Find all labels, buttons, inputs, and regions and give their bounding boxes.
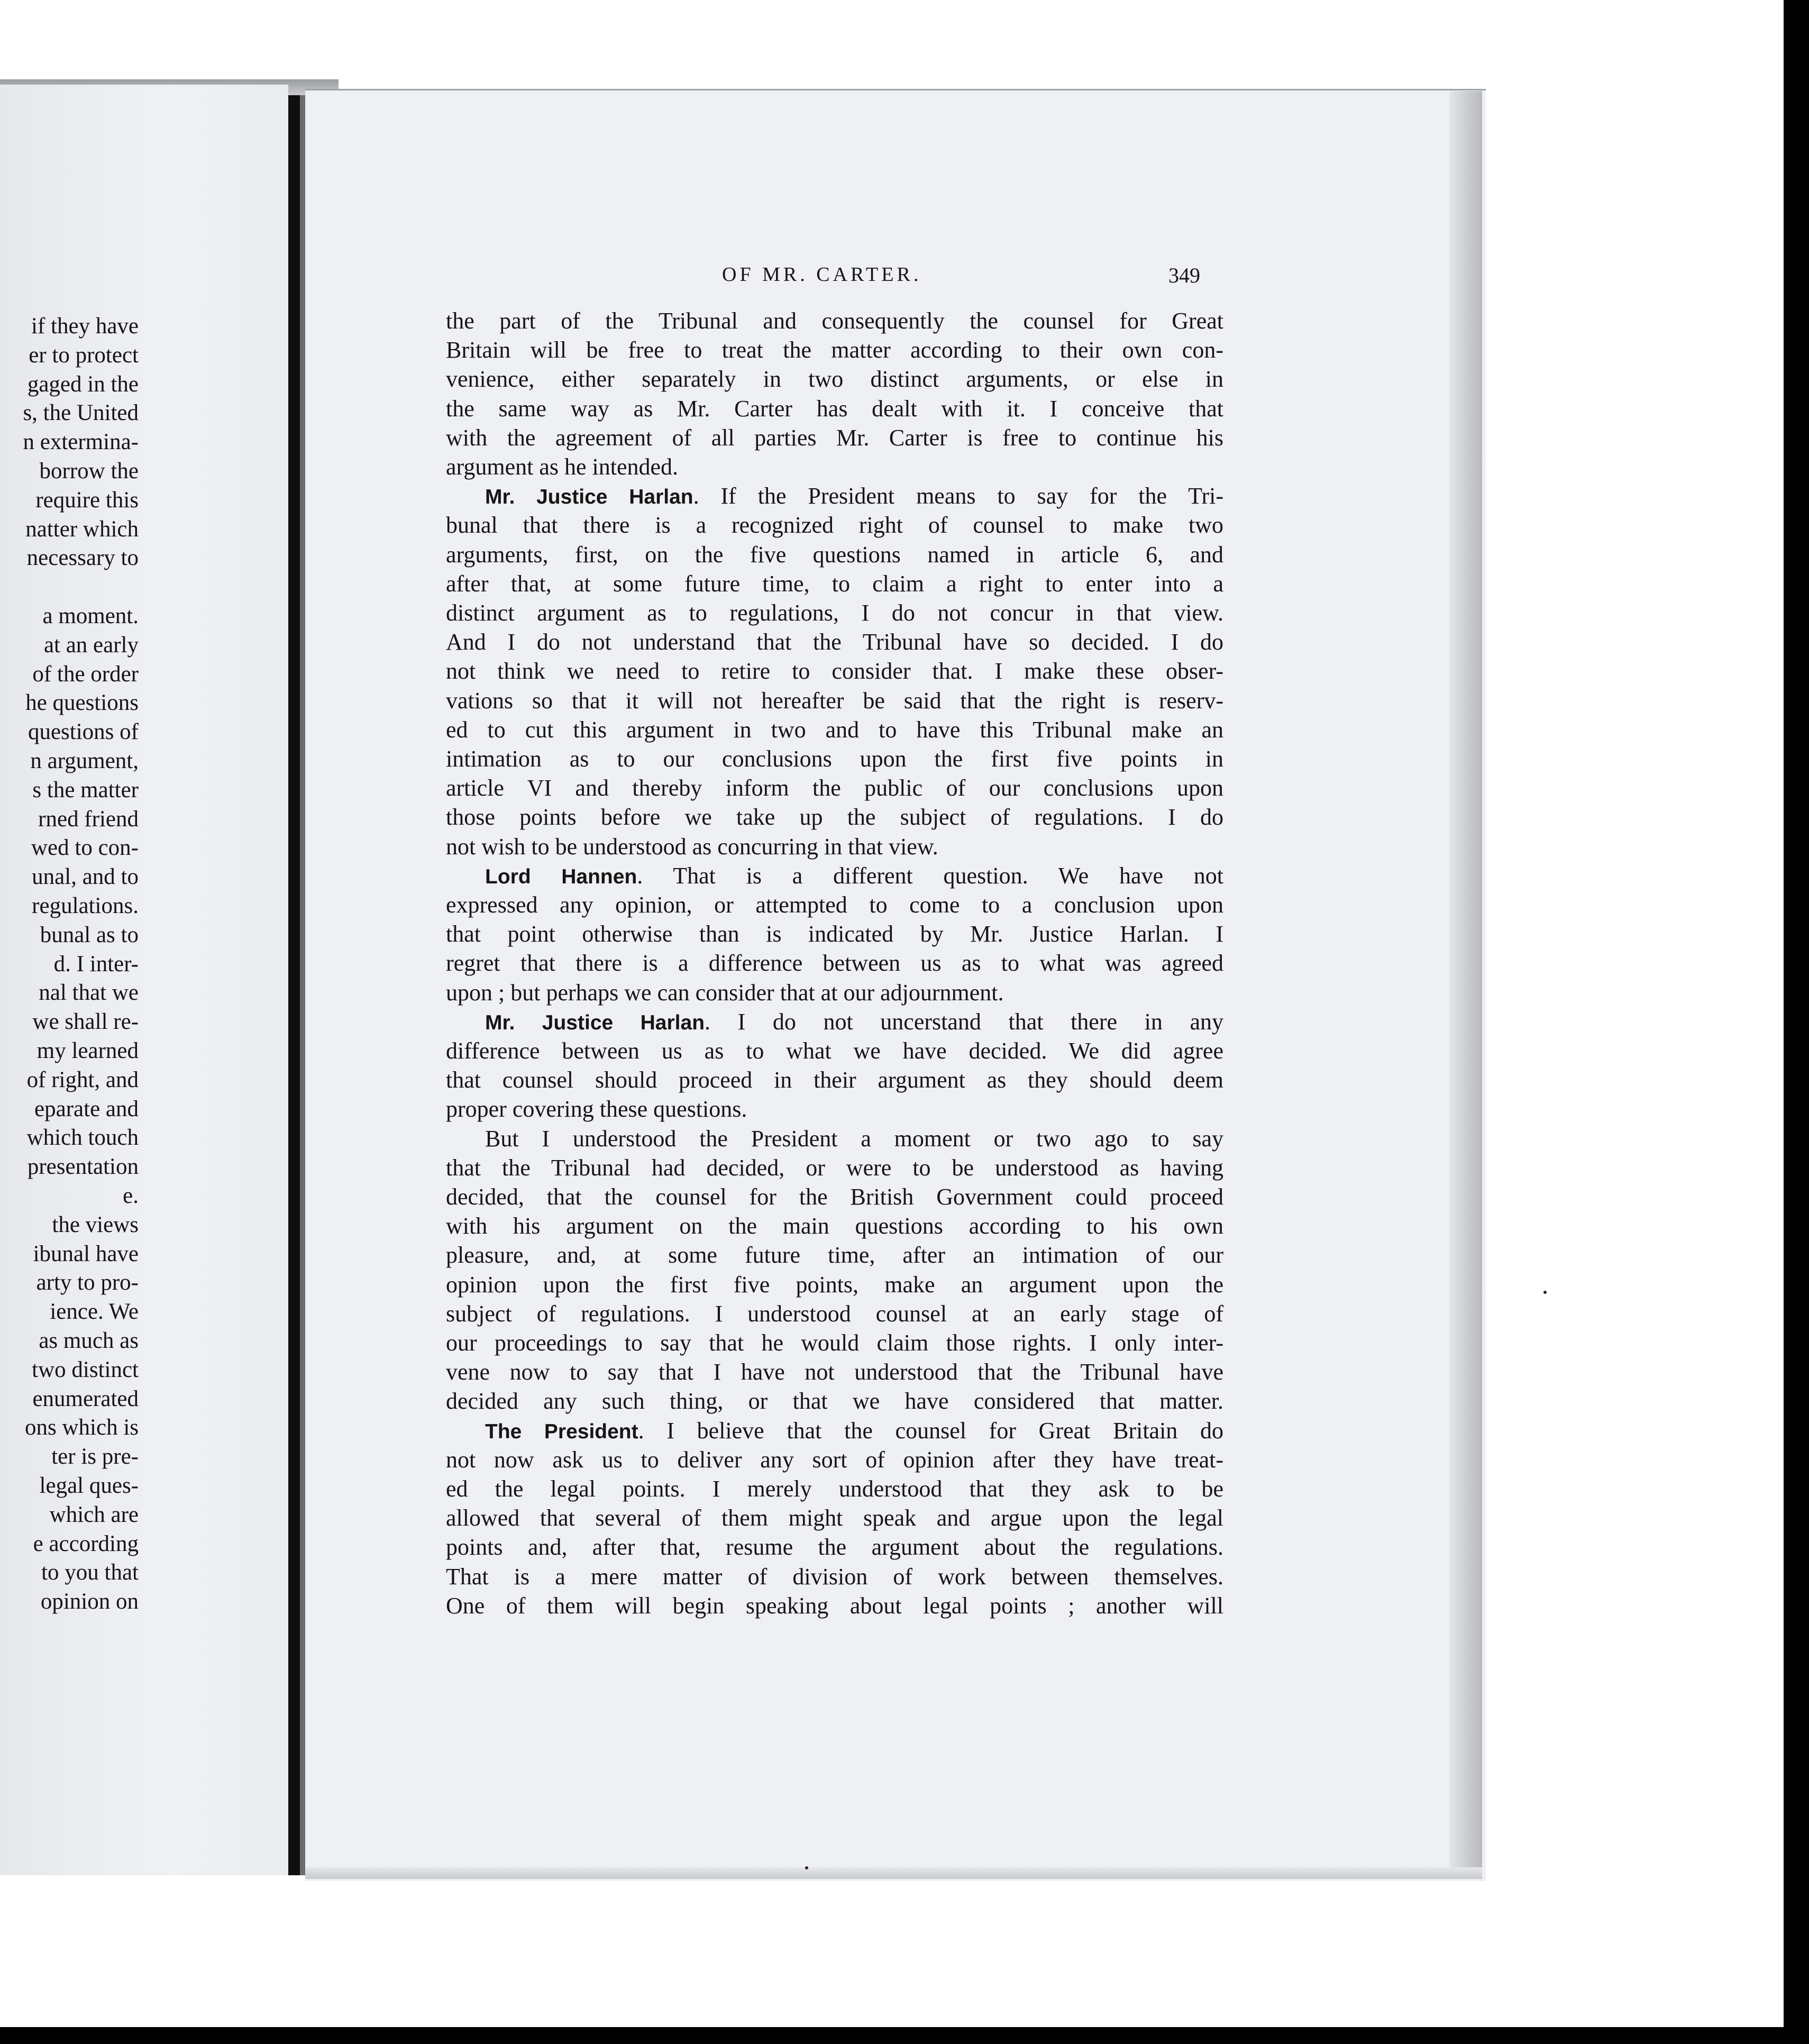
line-text: bunal that there is a recognized right of counsel to make two bbox=[446, 512, 1223, 539]
speaker-name: The President bbox=[485, 1420, 638, 1443]
line-text: ed the legal points. I merely understood that they ask to be bbox=[446, 1476, 1223, 1502]
text-line bbox=[446, 949, 1223, 978]
text-line bbox=[446, 1037, 1223, 1065]
text-line bbox=[446, 833, 1223, 861]
left-text-line: n extermina- bbox=[23, 430, 139, 455]
left-text-line: my learned bbox=[36, 1038, 139, 1063]
line-text: regret that there is a difference between us as to what was agreed bbox=[446, 950, 1223, 977]
line-text: that the Tribunal had decided, or were to be understood as having bbox=[446, 1154, 1223, 1181]
text-line bbox=[446, 1358, 1223, 1386]
book-spine bbox=[288, 95, 300, 1875]
left-text-line: s, the United bbox=[23, 400, 139, 426]
text-line bbox=[446, 803, 1223, 832]
text-line bbox=[446, 1183, 1223, 1211]
line-text: article VI and thereby inform the public of our conclusions upon bbox=[446, 775, 1223, 801]
line-text: those points before we take up the subject of regulations. I do bbox=[446, 804, 1223, 831]
left-text-line: e. bbox=[123, 1183, 139, 1208]
line-text: upon ; but perhaps we can consider that at our adjournment. bbox=[446, 979, 1004, 1006]
left-text-line: legal ques- bbox=[39, 1473, 139, 1498]
left-text-line: presentation bbox=[27, 1154, 139, 1180]
text-line bbox=[446, 1475, 1223, 1503]
line-text: . If the President means to say for the Tri- bbox=[693, 483, 1223, 509]
text-line bbox=[446, 1329, 1223, 1357]
left-text-line: which are bbox=[49, 1502, 139, 1527]
text-line bbox=[446, 307, 1223, 335]
text-line bbox=[446, 1066, 1223, 1094]
line-text: ed to cut this argument in two and to have this Tribunal make an bbox=[446, 716, 1223, 743]
text-line bbox=[446, 482, 1223, 512]
line-text: that point otherwise than is indicated by Mr. Justice Harlan. I bbox=[446, 921, 1223, 947]
text-line bbox=[446, 1446, 1223, 1474]
right-page-bottom-edge bbox=[305, 1867, 1482, 1879]
left-text-line: ibunal have bbox=[33, 1241, 139, 1266]
speaker-name: Lord Hannen bbox=[485, 865, 637, 888]
text-line bbox=[446, 570, 1223, 598]
text-line bbox=[446, 716, 1223, 744]
text-line bbox=[446, 1154, 1223, 1182]
line-text: that counsel should proceed in their argument as they should deem bbox=[446, 1067, 1223, 1093]
left-text-line: to you that bbox=[41, 1560, 139, 1585]
line-text: our proceedings to say that he would claim those rights. I only inter- bbox=[446, 1330, 1223, 1356]
left-text-line: questions of bbox=[28, 719, 139, 745]
line-text: . I do not uncerstand that there in any bbox=[705, 1008, 1223, 1035]
line-text: difference between us as to what we have decided. We did agree bbox=[446, 1038, 1223, 1064]
left-text-line: ience. We bbox=[50, 1299, 139, 1325]
left-text-line: unal, and to bbox=[32, 864, 139, 890]
left-text-line: we shall re- bbox=[32, 1009, 139, 1035]
line-text: But I understood the President a moment or two ago to say bbox=[485, 1125, 1223, 1152]
line-text: intimation as to our conclusions upon the first five points in bbox=[446, 746, 1223, 772]
line-text: vations so that it will not hereafter be said that the right is reserv- bbox=[446, 687, 1223, 714]
body-text bbox=[446, 307, 1223, 1629]
text-line bbox=[446, 1095, 1223, 1124]
text-line bbox=[446, 657, 1223, 686]
book-gutter bbox=[300, 95, 305, 1875]
line-text: points and, after that, resume the argument about the regulations. bbox=[446, 1534, 1223, 1561]
text-line bbox=[446, 979, 1223, 1007]
text-line bbox=[446, 1008, 1223, 1037]
text-line bbox=[446, 395, 1223, 423]
text-line bbox=[446, 774, 1223, 802]
line-text: with his argument on the main questions according to his own bbox=[446, 1213, 1223, 1239]
left-text-line: the views bbox=[52, 1212, 139, 1237]
text-line bbox=[446, 862, 1223, 891]
left-text-line: bunal as to bbox=[40, 922, 139, 947]
text-line bbox=[446, 599, 1223, 627]
speck-mark bbox=[1543, 1291, 1547, 1294]
left-text-line: arty to pro- bbox=[36, 1270, 139, 1295]
line-text: with the agreement of all parties Mr. Carter is free to continue his bbox=[446, 424, 1223, 451]
line-text: That is a mere matter of division of work between themselves. bbox=[446, 1563, 1223, 1590]
text-line bbox=[446, 336, 1223, 364]
left-text-line: of right, and bbox=[26, 1067, 139, 1092]
line-text: after that, at some future time, to claim a right to enter into a bbox=[446, 570, 1223, 597]
line-text: decided any such thing, or that we have considered that matter. bbox=[446, 1388, 1223, 1415]
left-text-line: at an early bbox=[43, 632, 139, 658]
text-line bbox=[446, 1417, 1223, 1446]
left-text-line: if they have bbox=[31, 314, 139, 339]
line-text: not now ask us to deliver any sort of opinion after they have treat- bbox=[446, 1446, 1223, 1473]
left-text-line: natter which bbox=[25, 516, 139, 542]
line-text: arguments, first, on the five questions named in article 6, and bbox=[446, 541, 1223, 568]
left-page-text-fragment bbox=[0, 85, 139, 1875]
text-line bbox=[446, 1563, 1223, 1591]
running-head: OF MR. CARTER. bbox=[722, 263, 922, 286]
text-line bbox=[446, 453, 1223, 481]
text-line bbox=[446, 1387, 1223, 1416]
line-text: the part of the Tribunal and consequently the counsel for Great bbox=[446, 308, 1223, 334]
left-text-line: gaged in the bbox=[27, 371, 139, 397]
left-text-line: regulations. bbox=[32, 893, 139, 918]
line-text: the same way as Mr. Carter has dealt with it. I conceive that bbox=[446, 395, 1223, 422]
text-line bbox=[446, 541, 1223, 569]
line-text: opinion upon the first five points, make an argument upon the bbox=[446, 1271, 1223, 1298]
text-line bbox=[446, 365, 1223, 394]
line-text: One of them will begin speaking about legal points ; another will bbox=[446, 1592, 1223, 1619]
text-line bbox=[446, 628, 1223, 656]
line-text: . That is a different question. We have not bbox=[637, 862, 1223, 889]
text-line bbox=[446, 1125, 1223, 1153]
left-text-line: rned friend bbox=[38, 806, 139, 832]
left-text-line: e according bbox=[33, 1531, 139, 1556]
text-line bbox=[446, 1271, 1223, 1299]
left-text-line: borrow the bbox=[39, 459, 139, 483]
speaker-name: Mr. Justice Harlan bbox=[485, 486, 693, 509]
left-text-line: wed to con- bbox=[31, 835, 139, 861]
right-page-edge bbox=[1449, 91, 1482, 1879]
scan-border-bottom bbox=[0, 2027, 1809, 2044]
text-line bbox=[446, 745, 1223, 773]
page-number: 349 bbox=[1168, 263, 1200, 287]
line-text: allowed that several of them might speak and argue upon the legal bbox=[446, 1505, 1223, 1531]
text-line bbox=[446, 920, 1223, 948]
left-text-line: ons which is bbox=[25, 1415, 139, 1440]
speck-mark bbox=[805, 1866, 808, 1869]
left-text-line: necessary to bbox=[26, 545, 139, 571]
line-text: venience, either separately in two distinct arguments, or else in bbox=[446, 366, 1223, 393]
scan-border-right bbox=[1784, 0, 1809, 2044]
left-text-line: require this bbox=[35, 487, 139, 513]
speaker-name: Mr. Justice Harlan bbox=[485, 1011, 705, 1034]
line-text: expressed any opinion, or attempted to come to a conclusion upon bbox=[446, 892, 1223, 918]
left-text-line: eparate and bbox=[34, 1096, 139, 1121]
text-line bbox=[446, 891, 1223, 919]
line-text: argument as he intended. bbox=[446, 454, 679, 480]
line-text: not wish to be understood as concurring in that view. bbox=[446, 833, 938, 860]
left-text-line: er to protect bbox=[29, 342, 139, 368]
left-text-line: a moment. bbox=[42, 604, 139, 628]
left-text-line: as much as bbox=[39, 1328, 139, 1353]
text-line bbox=[446, 511, 1223, 540]
text-line bbox=[446, 1592, 1223, 1620]
left-text-line: he questions bbox=[25, 690, 139, 716]
line-text: decided, that the counsel for the British Government could proceed bbox=[446, 1184, 1223, 1210]
left-text-line: opinion on bbox=[40, 1589, 139, 1614]
line-text: pleasure, and, at some future time, after an intimation of our bbox=[446, 1242, 1223, 1269]
left-text-line: two distinct bbox=[32, 1357, 139, 1382]
text-line bbox=[446, 1300, 1223, 1328]
line-text: . I believe that the counsel for Great Britain do bbox=[638, 1417, 1223, 1444]
left-text-line: enumerated bbox=[32, 1386, 139, 1411]
left-page bbox=[0, 85, 288, 1875]
line-text: distinct argument as to regulations, I do not concur in that view. bbox=[446, 600, 1223, 626]
line-text: Britain will be free to treat the matter according to their own con- bbox=[446, 337, 1223, 363]
left-text-line: ter is pre- bbox=[51, 1444, 139, 1470]
left-text-line: which touch bbox=[26, 1125, 139, 1151]
text-line bbox=[446, 1241, 1223, 1270]
left-text-line: of the order bbox=[32, 661, 139, 687]
line-text: vene now to say that I have not understood that the Tribunal have bbox=[446, 1359, 1223, 1385]
left-text-line: s the matter bbox=[32, 777, 139, 802]
text-line bbox=[446, 1533, 1223, 1562]
line-text: And I do not understand that the Tribunal have so decided. I do bbox=[446, 629, 1223, 655]
line-text: not think we need to retire to consider that. I make these obser- bbox=[446, 658, 1223, 685]
text-line bbox=[446, 1504, 1223, 1532]
left-text-line: nal that we bbox=[39, 980, 139, 1006]
line-text: subject of regulations. I understood counsel at an early stage of bbox=[446, 1300, 1223, 1327]
text-line bbox=[446, 1212, 1223, 1240]
left-text-line: n argument, bbox=[30, 749, 139, 773]
line-text: proper covering these questions. bbox=[446, 1096, 747, 1123]
text-line bbox=[446, 687, 1223, 715]
left-text-line: d. I inter- bbox=[53, 951, 139, 977]
text-line bbox=[446, 424, 1223, 452]
